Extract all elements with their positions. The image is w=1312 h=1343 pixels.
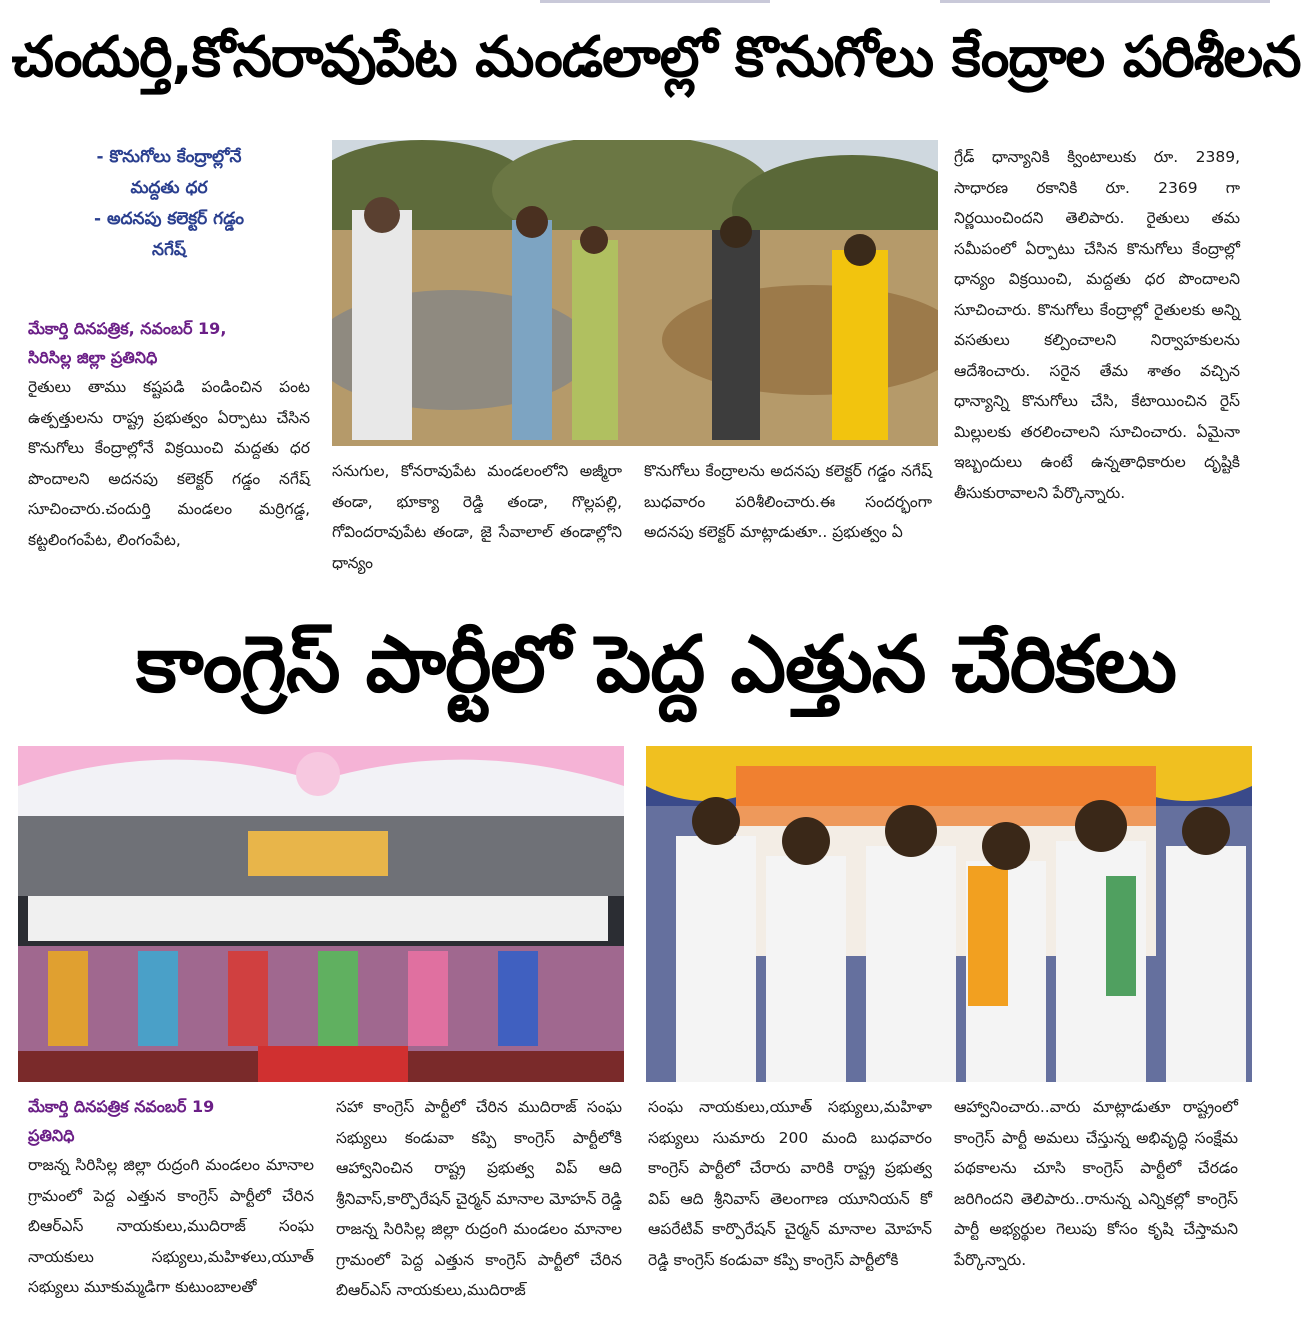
story1-column-4: గ్రేడ్ ధాన్యానికి క్వింటాలుకు రూ. 2389, సాధారణ రకానికి రూ. 2369 గా నిర్ణయించిందని తెలిపారు. రైతులు తమ సమీపంలో ఏర్పాటు చేసిన కొనుగోలు కేంద్రాల్లో ధాన్యం విక్రయించి, మద్దతు ధర పొందాలని సూచించారు. కొనుగోలు కేంద్రాల్లో రైతులకు అన్ని వసతులు కల్పించాలని నిర్వాహకులను ఆదేశించారు. సరైన తేమ శాతం వచ్చిన ధాన్యాన్ని కొనుగోలు చేసి, కేటాయించిన రైస్ మిల్లులకు తరలించాలని సూచించారు. ఏమైనా ఇబ్బందులు ఉంటే ఉన్నతాధికారుల దృష్టికి తీసుకురావాలని పేర్కొన్నారు. — [954, 148, 1240, 502]
story2-column-3: సంఘ నాయకులు,యూత్ సభ్యులు,మహిళా సభ్యులు సుమారు 200 మంది బుధవారం కాంగ్రెస్ పార్టీలో చేరారు వారికి రాష్ట్ర ప్రభుత్వ విప్ ఆది శ్రీనివాస్ తెలంగాణ యూనియన్ కో ఆపరేటివ్ కార్పొరేషన్ చైర్మన్ మానాల మోహన్ రెడ్డి కాంగ్రెస్ కండువా కప్పి కాంగ్రెస్ పార్టీలోకి — [648, 1098, 932, 1269]
story1-column-2: సనుగుల, కోనరావుపేట మండలంలోని అజ్మీరా తండా, భూక్యా రెడ్డి తండా, గొల్లపల్లి, గోవిందరావుపేట తండా, జై సేవాలాల్ తండాల్లోని ధాన్యం — [332, 462, 622, 572]
body-text: రైతులు తాము కష్టపడి పండించిన పంట ఉత్పత్తులను రాష్ట్ర ప్రభుత్వం ఏర్పాటు చేసిన కొనుగోలు కేంద్రాల్లోనే విక్రయించి మద్దతు ధర పొందాలని అదనపు కలెక్టర్ గడ్డం నగేష్ సూచించారు.చందుర్తి మండలం మర్రిగడ్డ, కట్టలింగంపేట, లింగంపేట, — [28, 378, 310, 549]
story2-column-1 — [28, 1092, 314, 1303]
story1-column-3: కొనుగోలు కేంద్రాలను అదనపు కలెక్టర్ గడ్డం నగేష్ బుధవారం పరిశీలించారు.ఈ సందర్భంగా అదనపు కలెక్టర్ మాట్లాడుతూ.. ప్రభుత్వం ఏ — [644, 462, 932, 541]
joining-event-group-photo — [18, 746, 624, 1082]
story2-headline: కాంగ్రెస్ పార్టీలో పెద్ద ఎత్తున చేరికలు — [135, 620, 1177, 710]
subhead-line: మద్దతు ధర — [130, 178, 208, 198]
story1-headline: చందుర్తి,కోనరావుపేట మండలాల్లో కొనుగోలు కేంద్రాల పరిశీలన — [11, 25, 1301, 90]
story1-column-1 — [28, 314, 310, 555]
subhead-line: నగేష్ — [152, 240, 186, 260]
page-top-rule — [540, 0, 770, 3]
story2-column-2: సహా కాంగ్రెస్ పార్టీలో చేరిన ముదిరాజ్ సంఘ సభ్యులు కండువా కప్పి కాంగ్రెస్ పార్టీలోకి ఆహ్వానించిన రాష్ట్ర ప్రభుత్వ విప్ ఆది శ్రీనివాస్,కార్పొరేషన్ చైర్మన్ మానాల మోహన్ రెడ్డి రాజన్న సిరిసిల్ల జిల్లా రుద్రంగి మండలం మానాల గ్రామంలో పెద్ద ఎత్తున కాంగ్రెస్ పార్టీలో చేరిన బిఆర్ఎస్ నాయకులు,ముదిరాజ్ — [336, 1098, 622, 1299]
leaders-welcome-photo — [646, 746, 1252, 1082]
dateline: ప్రతినిధి — [28, 1126, 75, 1145]
story2-column-4: ఆహ్వానించారు..వారు మాట్లాడుతూ రాష్ట్రంలో కాంగ్రెస్ పార్టీ అమలు చేస్తున్న అభివృద్ధి సంక్షేమ పథకాలను చూసి కాంగ్రెస్ పార్టీలో చేరడం జరిగిందని తెలిపారు..రానున్న ఎన్నికల్లో కాంగ్రెస్ పార్టీ అభ్యర్థుల గెలుపు కోసం కృషి చేస్తామని పేర్కొన్నారు. — [954, 1098, 1238, 1269]
body-text: రాజన్న సిరిసిల్ల జిల్లా రుద్రంగి మండలం మానాల గ్రామంలో పెద్ద ఎత్తున కాంగ్రెస్ పార్టీలో చేరిన బిఆర్ఎస్ నాయకులు,ముదిరాజ్ సంఘ నాయకులు సభ్యులు,మహిళలు,యూత్ సభ్యులు మూకుమ్మడిగా కుటుంబాలతో — [28, 1156, 314, 1296]
dateline: సిరిసిల్ల జిల్లా ప్రతినిధి — [28, 348, 158, 367]
page-top-rule — [940, 0, 1270, 3]
procurement-centre-photo — [332, 140, 938, 446]
subhead-line: - అదనపు కలెక్టర్ గడ్డం — [93, 209, 245, 229]
dateline: మేకార్తి దినపత్రిక నవంబర్ 19 — [28, 1097, 215, 1116]
subhead-line: - కొనుగోలు కేంద్రాల్లోనే — [96, 147, 242, 167]
dateline: మేకార్తి దినపత్రిక, నవంబర్ 19, — [28, 319, 227, 338]
story1-subheads — [30, 142, 308, 266]
